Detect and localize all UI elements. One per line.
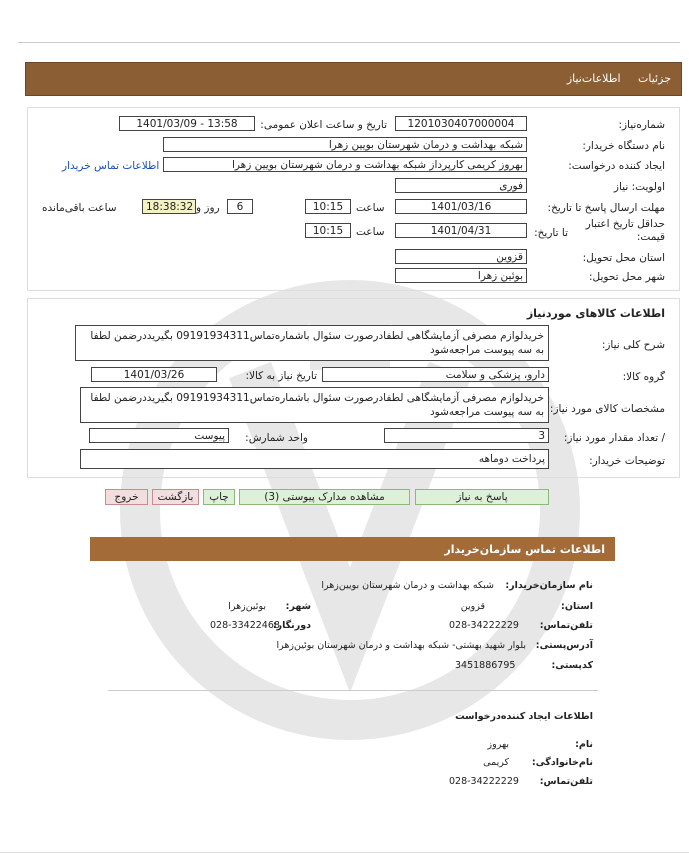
deadline-date-field: 1401/03/16 — [395, 199, 527, 214]
days-field: 6 — [227, 199, 253, 214]
contact-title: اطلاعات تماس سازمان‌خریدار — [444, 543, 605, 556]
remaining-label: ساعت باقی‌مانده — [42, 202, 117, 214]
validity-label-1: حداقل تاریخ اعتبار — [585, 218, 665, 230]
validity-time-label: ساعت — [356, 226, 385, 238]
contact-phone-value: 028-34222229 — [449, 620, 519, 631]
contact-phone-label: تلفن‌تماس: — [539, 620, 593, 631]
back-button[interactable]: بازگشت — [152, 489, 199, 505]
validity-time-field: 10:15 — [305, 223, 351, 238]
group-field: دارو، پزشکی و سلامت — [322, 367, 549, 382]
creator-phone-value: 028-34222229 — [449, 776, 519, 787]
priority-label: اولویت: نیاز — [613, 181, 665, 193]
creator-phone-label: تلفن‌تماس: — [539, 776, 593, 787]
buyer-contact-link[interactable]: اطلاعات تماس خریدار — [62, 160, 160, 172]
spec-label: مشخصات کالای مورد نیاز: — [549, 403, 665, 415]
top-tab-bar — [25, 62, 682, 96]
notes-label: توضیحات خریدار: — [589, 455, 665, 467]
print-button[interactable]: چاپ — [203, 489, 235, 505]
deadline-time-label: ساعت — [356, 202, 385, 214]
contact-fax-label: دورنگار: — [272, 620, 311, 631]
validity-label-2: قیمت: — [636, 231, 665, 243]
org-label: نام سازمان‌خریدار: — [505, 580, 593, 591]
contact-fax-value: 028-33422468 — [210, 620, 280, 631]
buyer-field: شبکه بهداشت و درمان شهرستان بویین زهرا — [163, 137, 527, 152]
creator-info-title: اطلاعات ایجاد کننده‌درخواست — [455, 711, 593, 722]
deadline-label: مهلت ارسال پاسخ تا تاریخ: — [547, 202, 665, 214]
tab-details[interactable]: جزئیات — [638, 72, 671, 85]
province-field: قزوین — [395, 249, 527, 264]
qty-field: 3 — [384, 428, 549, 443]
spec-field: خریدلوازم مصرفی آزمایشگاهی لطفادرصورت سئوال باشماره‌تماس09191934311 بگیریددرضمن لطفا به سه پیوست مراجعه‌شود — [80, 387, 549, 423]
address-value: بلوار شهید بهشتی- شبکه بهداشت و درمان شهرستان بوئین‌زهرا — [276, 640, 526, 651]
remaining-time-field: 18:38:32 — [142, 199, 196, 214]
desc-label: شرح کلی نیاز: — [601, 339, 665, 351]
creator-family-value: کریمی — [483, 757, 509, 768]
exit-button[interactable]: خروج — [105, 489, 148, 505]
org-value: شبکه بهداشت و درمان شهرستان بویین‌زهرا — [321, 580, 494, 591]
creator-family-label: نام‌خانوادگی: — [531, 757, 593, 768]
creator-name-label: نام: — [575, 739, 593, 750]
group-label: گروه کالا: — [622, 371, 665, 383]
validity-to-label: تا تاریخ: — [534, 227, 568, 239]
contact-city-value: بوئین‌زهرا — [228, 601, 266, 612]
province-label: استان محل تحویل: — [582, 252, 665, 264]
creator-name-value: بهروز — [487, 739, 509, 750]
section-divider — [108, 690, 598, 691]
reply-button[interactable]: پاسخ به نیاز — [415, 489, 549, 505]
tab-need-info[interactable]: اطلاعات‌نیاز — [566, 72, 621, 85]
announce-label: تاریخ و ساعت اعلان عمومی: — [260, 119, 387, 131]
city-field: بوئین زهرا — [395, 268, 527, 283]
buyer-label: نام دستگاه خریدار: — [582, 140, 665, 152]
notes-field: پرداخت دوماهه — [80, 449, 549, 469]
deadline-time-field: 10:15 — [305, 199, 351, 214]
validity-date-field: 1401/04/31 — [395, 223, 527, 238]
postal-label: کدپستی: — [551, 660, 593, 671]
contact-province-label: استان: — [561, 601, 593, 612]
need-date-label: تاریخ نیاز به کالا: — [245, 370, 317, 382]
contact-city-label: شهر: — [285, 601, 311, 612]
priority-field: فوری — [395, 178, 527, 193]
goods-title: اطلاعات کالاهای موردنیاز — [526, 307, 665, 320]
city-label: شهر محل تحویل: — [589, 271, 665, 283]
need-number-field: 1201030407000004 — [395, 116, 527, 131]
address-label: آدرس‌پستی: — [535, 640, 593, 651]
days-label: روز و — [196, 202, 220, 214]
qty-label: / تعداد مقدار مورد نیاز: — [563, 432, 665, 444]
postal-value: 3451886795 — [455, 660, 516, 671]
creator-label: ایجاد کننده درخواست: — [568, 160, 665, 172]
unit-label: واحد شمارش: — [245, 432, 308, 444]
need-number-label: شماره‌نیاز: — [618, 119, 665, 131]
announce-field: 1401/03/09 - 13:58 — [119, 116, 255, 131]
creator-field: بهروز کریمی کارپرداز شبکه بهداشت و درمان شهرستان بویین زهرا — [163, 157, 527, 172]
unit-field: پیوست — [89, 428, 229, 443]
desc-field: خریدلوازم مصرفی آزمایشگاهی لطفادرصورت سئوال باشماره‌تماس09191934311 بگیریددرضمن لطفا به سه پیوست مراجعه‌شود — [75, 325, 549, 361]
contact-province-value: قزوین — [460, 601, 485, 612]
contact-header — [90, 537, 615, 561]
need-date-field: 1401/03/26 — [91, 367, 217, 382]
view-attachments-button[interactable]: مشاهده مدارک پیوستی (3) — [239, 489, 410, 505]
